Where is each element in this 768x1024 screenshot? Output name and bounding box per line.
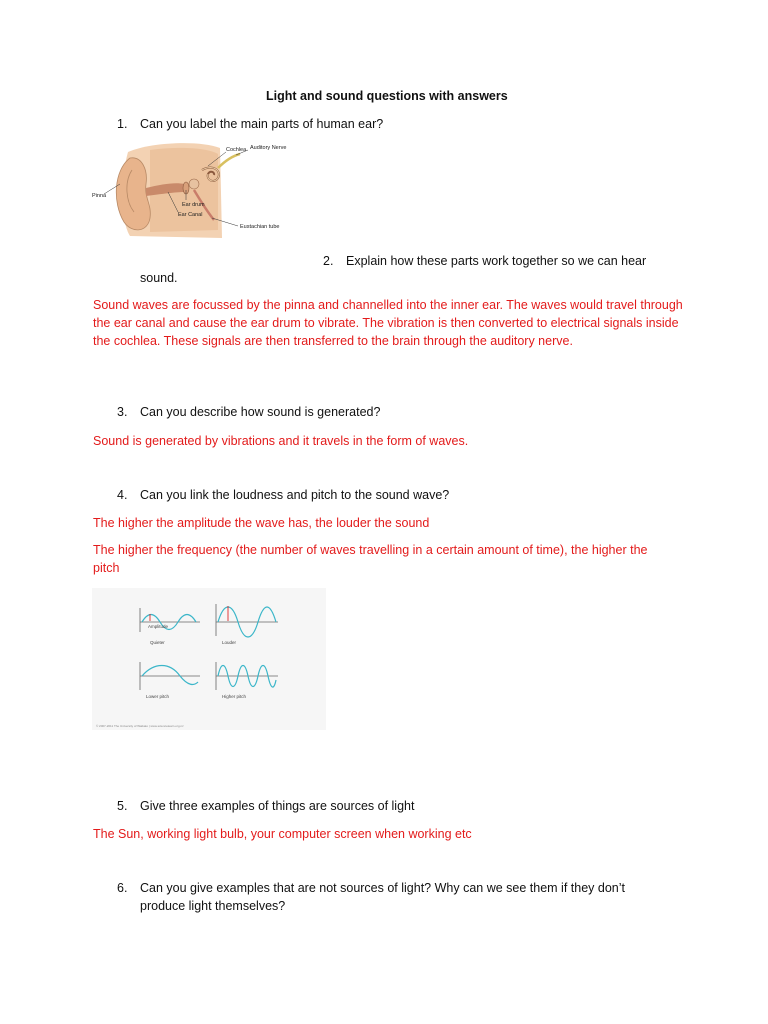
amplitude-label: Amplitude [148, 624, 169, 629]
sound-waves-diagram [92, 588, 326, 730]
ear-label-ear-drum: Ear drum [182, 202, 205, 208]
answer-text: The higher the frequency (the number of waves travelling in a certain amount of time), the higher the pitch [93, 543, 648, 575]
louder-label: Louder [222, 640, 237, 645]
document-title: Light and sound questions with answers [266, 89, 508, 103]
question-text: produce light themselves? [140, 899, 286, 913]
ear-label-eustachian-tube: Eustachian tube [240, 224, 280, 230]
quieter-label: Quieter [150, 640, 165, 645]
lower-pitch-label: Lower pitch [146, 694, 170, 699]
higher-pitch-label: Higher pitch [222, 694, 247, 699]
question-number: 4. [117, 488, 128, 502]
ear-label-pinna: Pinna [92, 193, 107, 199]
question-number: 6. [117, 881, 128, 895]
question-text: Can you give examples that are not sources of light? Why can we see them if they don’t [140, 881, 625, 895]
answer-text: Sound waves are focussed by the pinna and channelled into the inner ear. The waves would travel through the ear canal and cause the ear drum to vibrate. The vibration is then converted to electrical signals inside the cochlea. These signals are then transferred to the brain through the auditory nerve. [93, 298, 683, 348]
ear-label-auditory-nerve: Auditory Nerve [250, 145, 287, 151]
question-number: 3. [117, 405, 128, 419]
answer-text: Sound is generated by vibrations and it travels in the form of waves. [93, 434, 469, 448]
question-number: 5. [117, 799, 128, 813]
answer-text: The Sun, working light bulb, your computer screen when working etc [93, 827, 472, 841]
question-text: sound. [140, 271, 178, 285]
answer-text: The higher the amplitude the wave has, the louder the sound [93, 516, 430, 530]
question-text: Can you describe how sound is generated? [140, 405, 381, 419]
question-text: Explain how these parts work together so we can hear [346, 254, 647, 268]
ear-label-ear-canal: Ear Canal [178, 212, 203, 218]
question-number: 2. [323, 254, 334, 268]
image-credit: © 2007-2011 The University of Waikato | www.sciencelearn.org.nz [96, 724, 184, 728]
human-ear-diagram [90, 140, 290, 240]
question-text: Can you link the loudness and pitch to the sound wave? [140, 488, 450, 502]
ear-label-cochlea: Cochlea [226, 147, 247, 153]
question-number: 1. [117, 117, 128, 131]
question-text: Give three examples of things are sources of light [140, 799, 415, 813]
question-text: Can you label the main parts of human ear? [140, 117, 384, 131]
